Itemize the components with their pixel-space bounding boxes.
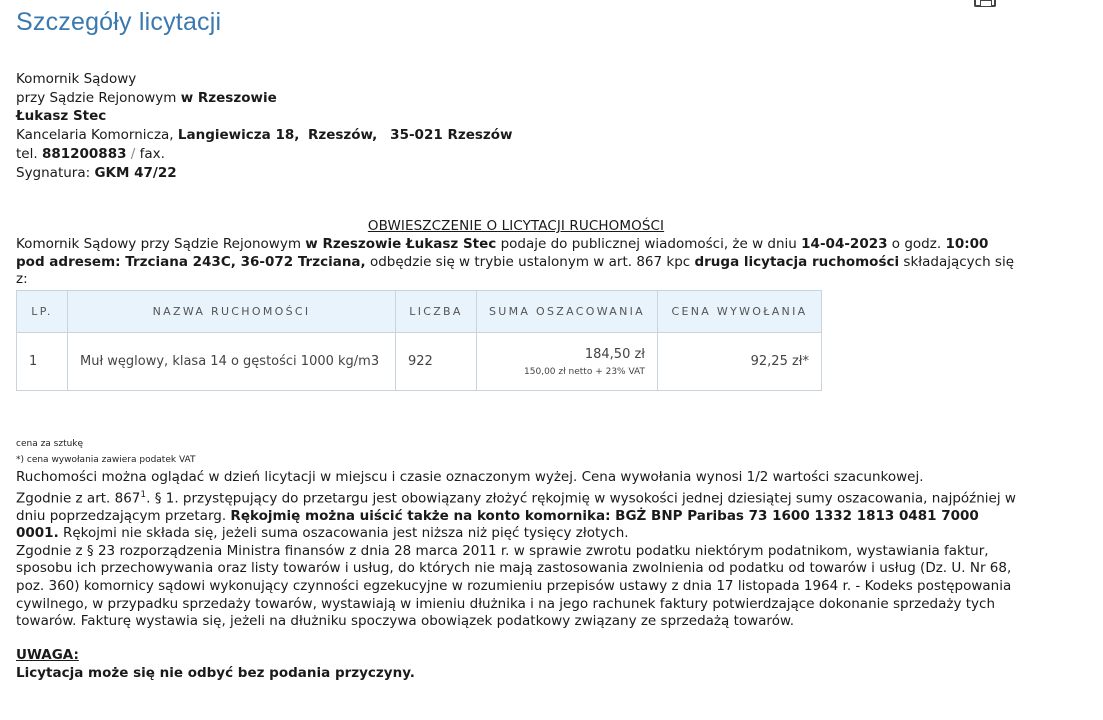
cell-name: Muł węglowy, klasa 14 o gęstości 1000 kg/m3 [68, 333, 396, 391]
bank-account: Rękojmię można uiścić także na konto komornika: BGŻ BNP Paribas 73 1600 1332 1813 0481 7000 0001. [16, 507, 979, 542]
contact-line: tel. 881200883 / fax. [16, 145, 165, 162]
invoice-paragraph: Zgodnie z § 23 rozporządzenia Ministra finansów z dnia 28 marca 2011 r. w sprawie zwrotu podatku niektórym podatnikom, wystawiania faktur, sposobu ich przechowywania oraz listy towarów i usług, do których nie mają zastosowania zwolnienia od podatku od towarów i usług (Dz. U. Nr 68, poz. 360) komornicy sądowi wykonujący czynności egzekucyjne w rozumieniu przepisów ustawy z dnia 17 listopada 1964 r. - Kodeks postępowania cywilnego, w przypadku sprzedaży towarów, wystawiają w imieniu dłużnika i na jego rachunek faktury potwierdzające dokonanie sprzedaży tych towarów. Fakturę wystawia się, jeżeli na dłużniku spoczywa obowiązek podatkowy związany ze sprzedażą towarów. [16, 542, 1012, 630]
col-header-qty: LICZBA [396, 291, 477, 333]
court-line: przy Sądzie Rejonowym w Rzeszowie [16, 89, 277, 106]
signature-line: Sygnatura: GKM 47/22 [16, 164, 177, 181]
cell-price: 92,25 zł* [658, 333, 822, 391]
phone-number[interactable]: 881200883 [41, 145, 127, 162]
print-icon[interactable] [974, 0, 996, 7]
cell-qty: 922 [396, 333, 477, 391]
terms-text [16, 469, 1016, 631]
col-header-lp: LP. [17, 291, 68, 333]
sum-note: 150,00 zł netto + 23% VAT [524, 366, 645, 377]
footnote-per-unit: cena za sztukę [16, 439, 84, 449]
col-header-name: NAZWA RUCHOMOŚCI [68, 291, 396, 333]
court-city: w Rzeszowie [180, 89, 277, 106]
cell-lp: 1 [17, 333, 68, 391]
warning-label: UWAGA: [16, 647, 79, 663]
col-header-price: CENA WYWOŁANIA [658, 291, 822, 333]
page-title: Szczegóły licytacji [16, 8, 222, 36]
warning-block [16, 647, 415, 682]
case-signature: GKM 47/22 [94, 164, 177, 181]
auction-date: 14-04-2023 [801, 236, 888, 252]
viewing-paragraph: Ruchomości można oglądać w dzień licytacji w miejscu i czasie oznaczonym wyżej. Cena wywołania wynosi 1/2 wartości szacunkowej. [16, 469, 924, 485]
col-header-sum: SUMA OSZACOWANIA [477, 291, 658, 333]
toolbar [960, 0, 1030, 8]
warning-text: Licytacja może się nie odbyć bez podania przyczyny. [16, 664, 415, 681]
table-header-row [17, 291, 822, 333]
bailiff-header [16, 70, 513, 182]
auction-time-address: 10:00 pod adresem: Trzciana 243C, 36-072 Trzciana, [16, 236, 989, 270]
items-table [16, 290, 822, 391]
bailiff-name: Łukasz Stec [16, 108, 107, 125]
office-address: Kancelaria Komornicza, Langiewicza 18, Rzeszów, 35-021 Rzeszów [16, 127, 513, 144]
table-row [17, 333, 822, 391]
deposit-paragraph: Zgodnie z art. $867^1$. § 1. przystępujący do przetargu jest obowiązany złożyć rękojmię w wysokości jednej dziesiątej sumy oszacowania, najpóźniej w dniu poprzedzającym przetarg. Rękojmię można uiścić także na konto komornika: BGŻ BNP Paribas 73 1600 1332 1813 0481 7000 0001. Rękojmi nie składa się, jeżeli suma oszacowania jest niższa niż pięć tysięcy złotych. [16, 489, 1016, 542]
footnote-vat: *) cena wywołania zawiera podatek VAT [16, 455, 196, 465]
sum-value: 184,50 zł [584, 346, 645, 362]
notice-title: OBWIESZCZENIE O LICYTACJI RUCHOMOŚCI [367, 218, 665, 234]
footnotes [16, 436, 195, 468]
bailiff-title: Komornik Sądowy [16, 71, 137, 87]
notice-body: Komornik Sądowy przy Sądzie Rejonowym w Rzeszowie Łukasz Stec podaje do publicznej wiadomości, że w dniu 14-04-2023 o godz. 10:00 pod adresem: Trzciana 243C, 36-072 Trzciana, odbędzie się w trybie ustalonym w art. 867 kpc druga licytacja ruchomości składających się z: [16, 236, 1015, 287]
cell-sum [477, 333, 658, 391]
